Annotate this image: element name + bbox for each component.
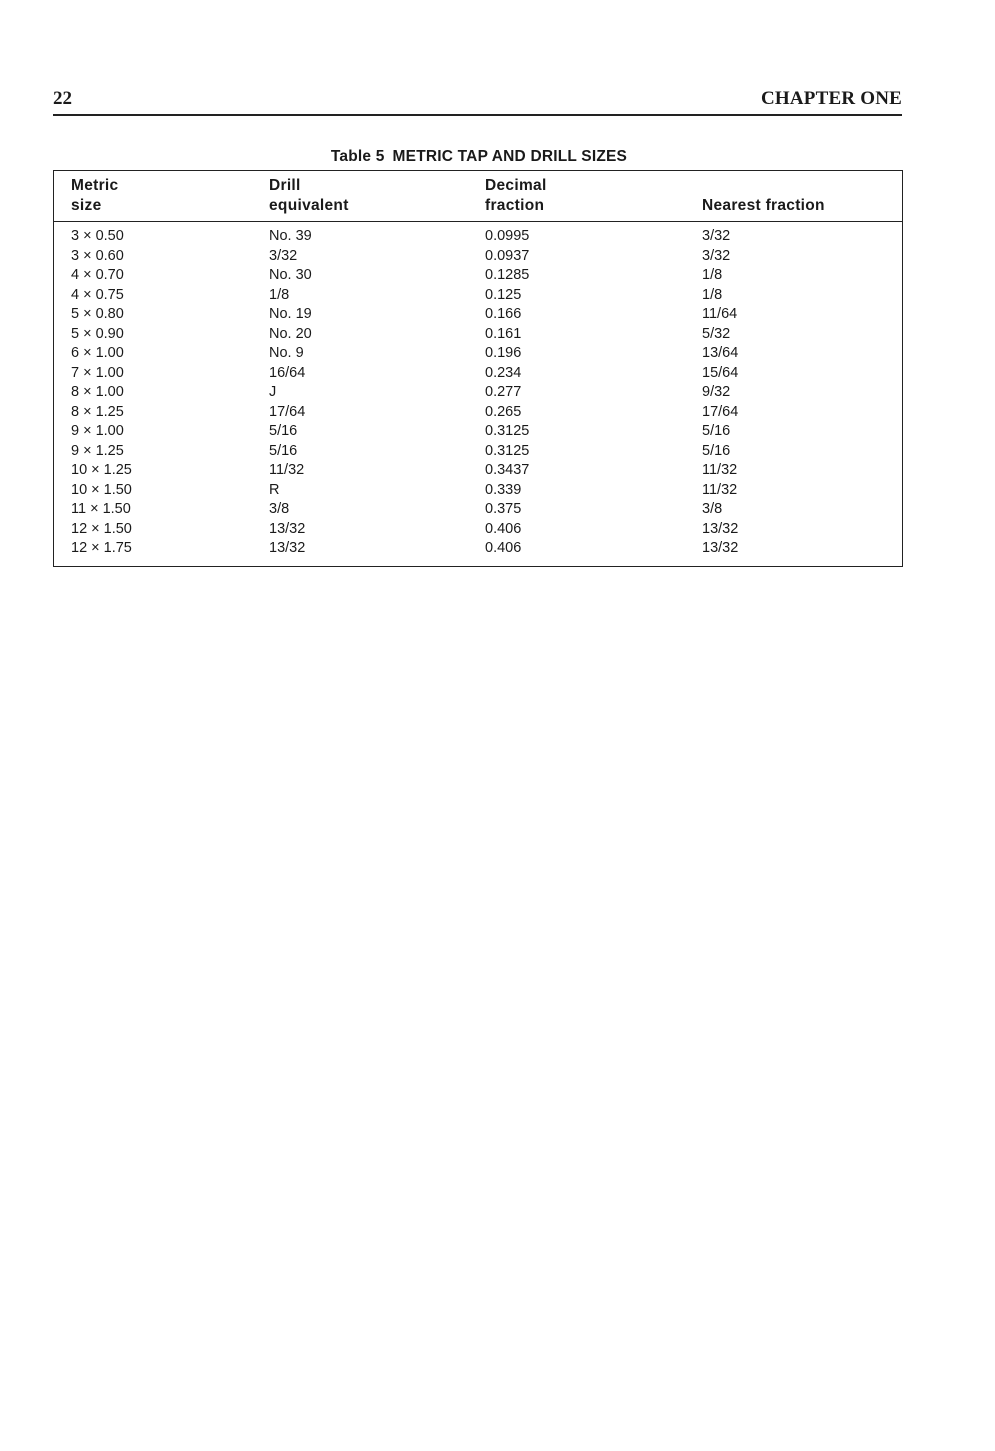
table-row	[54, 442, 902, 462]
nearest-fraction-cell: 3/8	[702, 501, 723, 517]
drill-equivalent-cell: 13/32	[269, 520, 306, 537]
drill-equivalent-cell: 11/32	[269, 462, 305, 478]
drill-equivalent-cell: 17/64	[269, 403, 306, 420]
page-number: 22	[53, 88, 72, 109]
table-row	[54, 539, 902, 559]
metric-size-cell: 6 × 1.00	[71, 345, 124, 361]
decimal-fraction-cell: 0.406	[485, 520, 522, 537]
drill-equivalent-cell: No. 20	[269, 325, 312, 342]
decimal-fraction-cell: 0.166	[485, 306, 522, 322]
decimal-fraction-cell: 0.1285	[485, 267, 530, 283]
column-header-nearest-fraction: Nearest fraction	[702, 197, 825, 214]
table-row	[54, 403, 902, 423]
metric-size-cell: 10 × 1.50	[71, 481, 132, 498]
drill-equivalent-cell: 16/64	[269, 364, 306, 381]
metric-size-cell: 9 × 1.25	[71, 442, 124, 459]
decimal-fraction-cell: 0.161	[485, 325, 522, 342]
nearest-fraction-cell: 3/32	[702, 247, 731, 264]
column-header-metric-size: Metric size	[71, 177, 119, 214]
decimal-fraction-cell: 0.196	[485, 345, 522, 361]
decimal-fraction-cell: 0.0995	[485, 228, 530, 244]
decimal-fraction-cell: 0.0937	[485, 247, 530, 264]
table-row	[54, 325, 902, 345]
table-row	[54, 305, 902, 325]
decimal-fraction-cell: 0.3125	[485, 423, 530, 439]
decimal-fraction-cell: 0.3437	[485, 462, 530, 478]
column-header-drill-equivalent: Drill equivalent	[269, 177, 349, 214]
nearest-fraction-cell: 5/16	[702, 423, 731, 439]
nearest-fraction-cell: 5/32	[702, 325, 731, 342]
drill-equivalent-cell: 3/8	[269, 501, 290, 517]
metric-size-cell: 5 × 0.90	[71, 325, 124, 342]
metric-tap-drill-table	[53, 170, 903, 567]
decimal-fraction-cell: 0.125	[485, 286, 522, 303]
drill-equivalent-cell: J	[269, 384, 277, 400]
table-title: METRIC TAP AND DRILL SIZES	[392, 148, 628, 165]
table-row	[54, 364, 902, 384]
nearest-fraction-cell: 17/64	[702, 403, 739, 420]
nearest-fraction-cell: 11/32	[702, 462, 738, 478]
nearest-fraction-cell: 11/64	[702, 306, 738, 322]
decimal-fraction-cell: 0.277	[485, 384, 522, 400]
metric-size-cell: 12 × 1.50	[71, 520, 132, 537]
table-row	[54, 227, 902, 247]
metric-size-cell: 11 × 1.50	[71, 501, 131, 517]
chapter-title: CHAPTER ONE	[760, 88, 902, 109]
table-row	[54, 481, 902, 501]
metric-size-cell: 3 × 0.60	[71, 247, 124, 264]
drill-equivalent-cell: No. 19	[269, 306, 312, 322]
decimal-fraction-cell: 0.234	[485, 364, 522, 381]
nearest-fraction-cell: 1/8	[702, 267, 723, 283]
metric-size-cell: 9 × 1.00	[71, 423, 124, 439]
drill-equivalent-cell: 3/32	[269, 247, 298, 264]
metric-size-cell: 4 × 0.75	[71, 286, 124, 303]
metric-size-cell: 8 × 1.25	[71, 403, 124, 420]
table-header	[54, 171, 902, 222]
nearest-fraction-cell: 3/32	[702, 228, 731, 244]
nearest-fraction-cell: 13/64	[702, 345, 739, 361]
decimal-fraction-cell: 0.265	[485, 403, 522, 420]
drill-equivalent-cell: No. 39	[269, 228, 312, 244]
decimal-fraction-cell: 0.406	[485, 540, 522, 556]
metric-size-cell: 4 × 0.70	[71, 267, 124, 283]
table-row	[54, 247, 902, 267]
drill-equivalent-cell: No. 30	[269, 267, 312, 283]
metric-size-cell: 5 × 0.80	[71, 306, 124, 322]
drill-equivalent-cell: 5/16	[269, 423, 298, 439]
table-row	[54, 500, 902, 520]
drill-equivalent-cell: 1/8	[269, 286, 290, 303]
table-row	[54, 266, 902, 286]
table-row	[54, 383, 902, 403]
page-header	[53, 86, 902, 116]
nearest-fraction-cell: 13/32	[702, 540, 739, 556]
nearest-fraction-cell: 1/8	[702, 286, 723, 303]
drill-equivalent-cell: 13/32	[269, 540, 306, 556]
decimal-fraction-cell: 0.375	[485, 501, 522, 517]
nearest-fraction-cell: 11/32	[702, 481, 738, 498]
decimal-fraction-cell: 0.3125	[485, 442, 530, 459]
table-label: Table 5	[330, 148, 385, 165]
nearest-fraction-cell: 5/16	[702, 442, 731, 459]
metric-size-cell: 3 × 0.50	[71, 228, 124, 244]
metric-size-cell: 7 × 1.00	[71, 364, 124, 381]
column-header-decimal-fraction: Decimal fraction	[485, 177, 547, 214]
table-row	[54, 344, 902, 364]
drill-equivalent-cell: No. 9	[269, 345, 304, 361]
table-row	[54, 422, 902, 442]
nearest-fraction-cell: 9/32	[702, 384, 731, 400]
drill-equivalent-cell: 5/16	[269, 442, 298, 459]
metric-size-cell: 10 × 1.25	[71, 462, 132, 478]
table-caption	[53, 148, 905, 166]
drill-equivalent-cell: R	[269, 481, 280, 498]
table-body	[54, 227, 902, 559]
nearest-fraction-cell: 15/64	[702, 364, 739, 381]
nearest-fraction-cell: 13/32	[702, 520, 739, 537]
table-row	[54, 286, 902, 306]
metric-size-cell: 12 × 1.75	[71, 540, 132, 556]
table-row	[54, 520, 902, 540]
table-row	[54, 461, 902, 481]
metric-size-cell: 8 × 1.00	[71, 384, 124, 400]
decimal-fraction-cell: 0.339	[485, 481, 522, 498]
